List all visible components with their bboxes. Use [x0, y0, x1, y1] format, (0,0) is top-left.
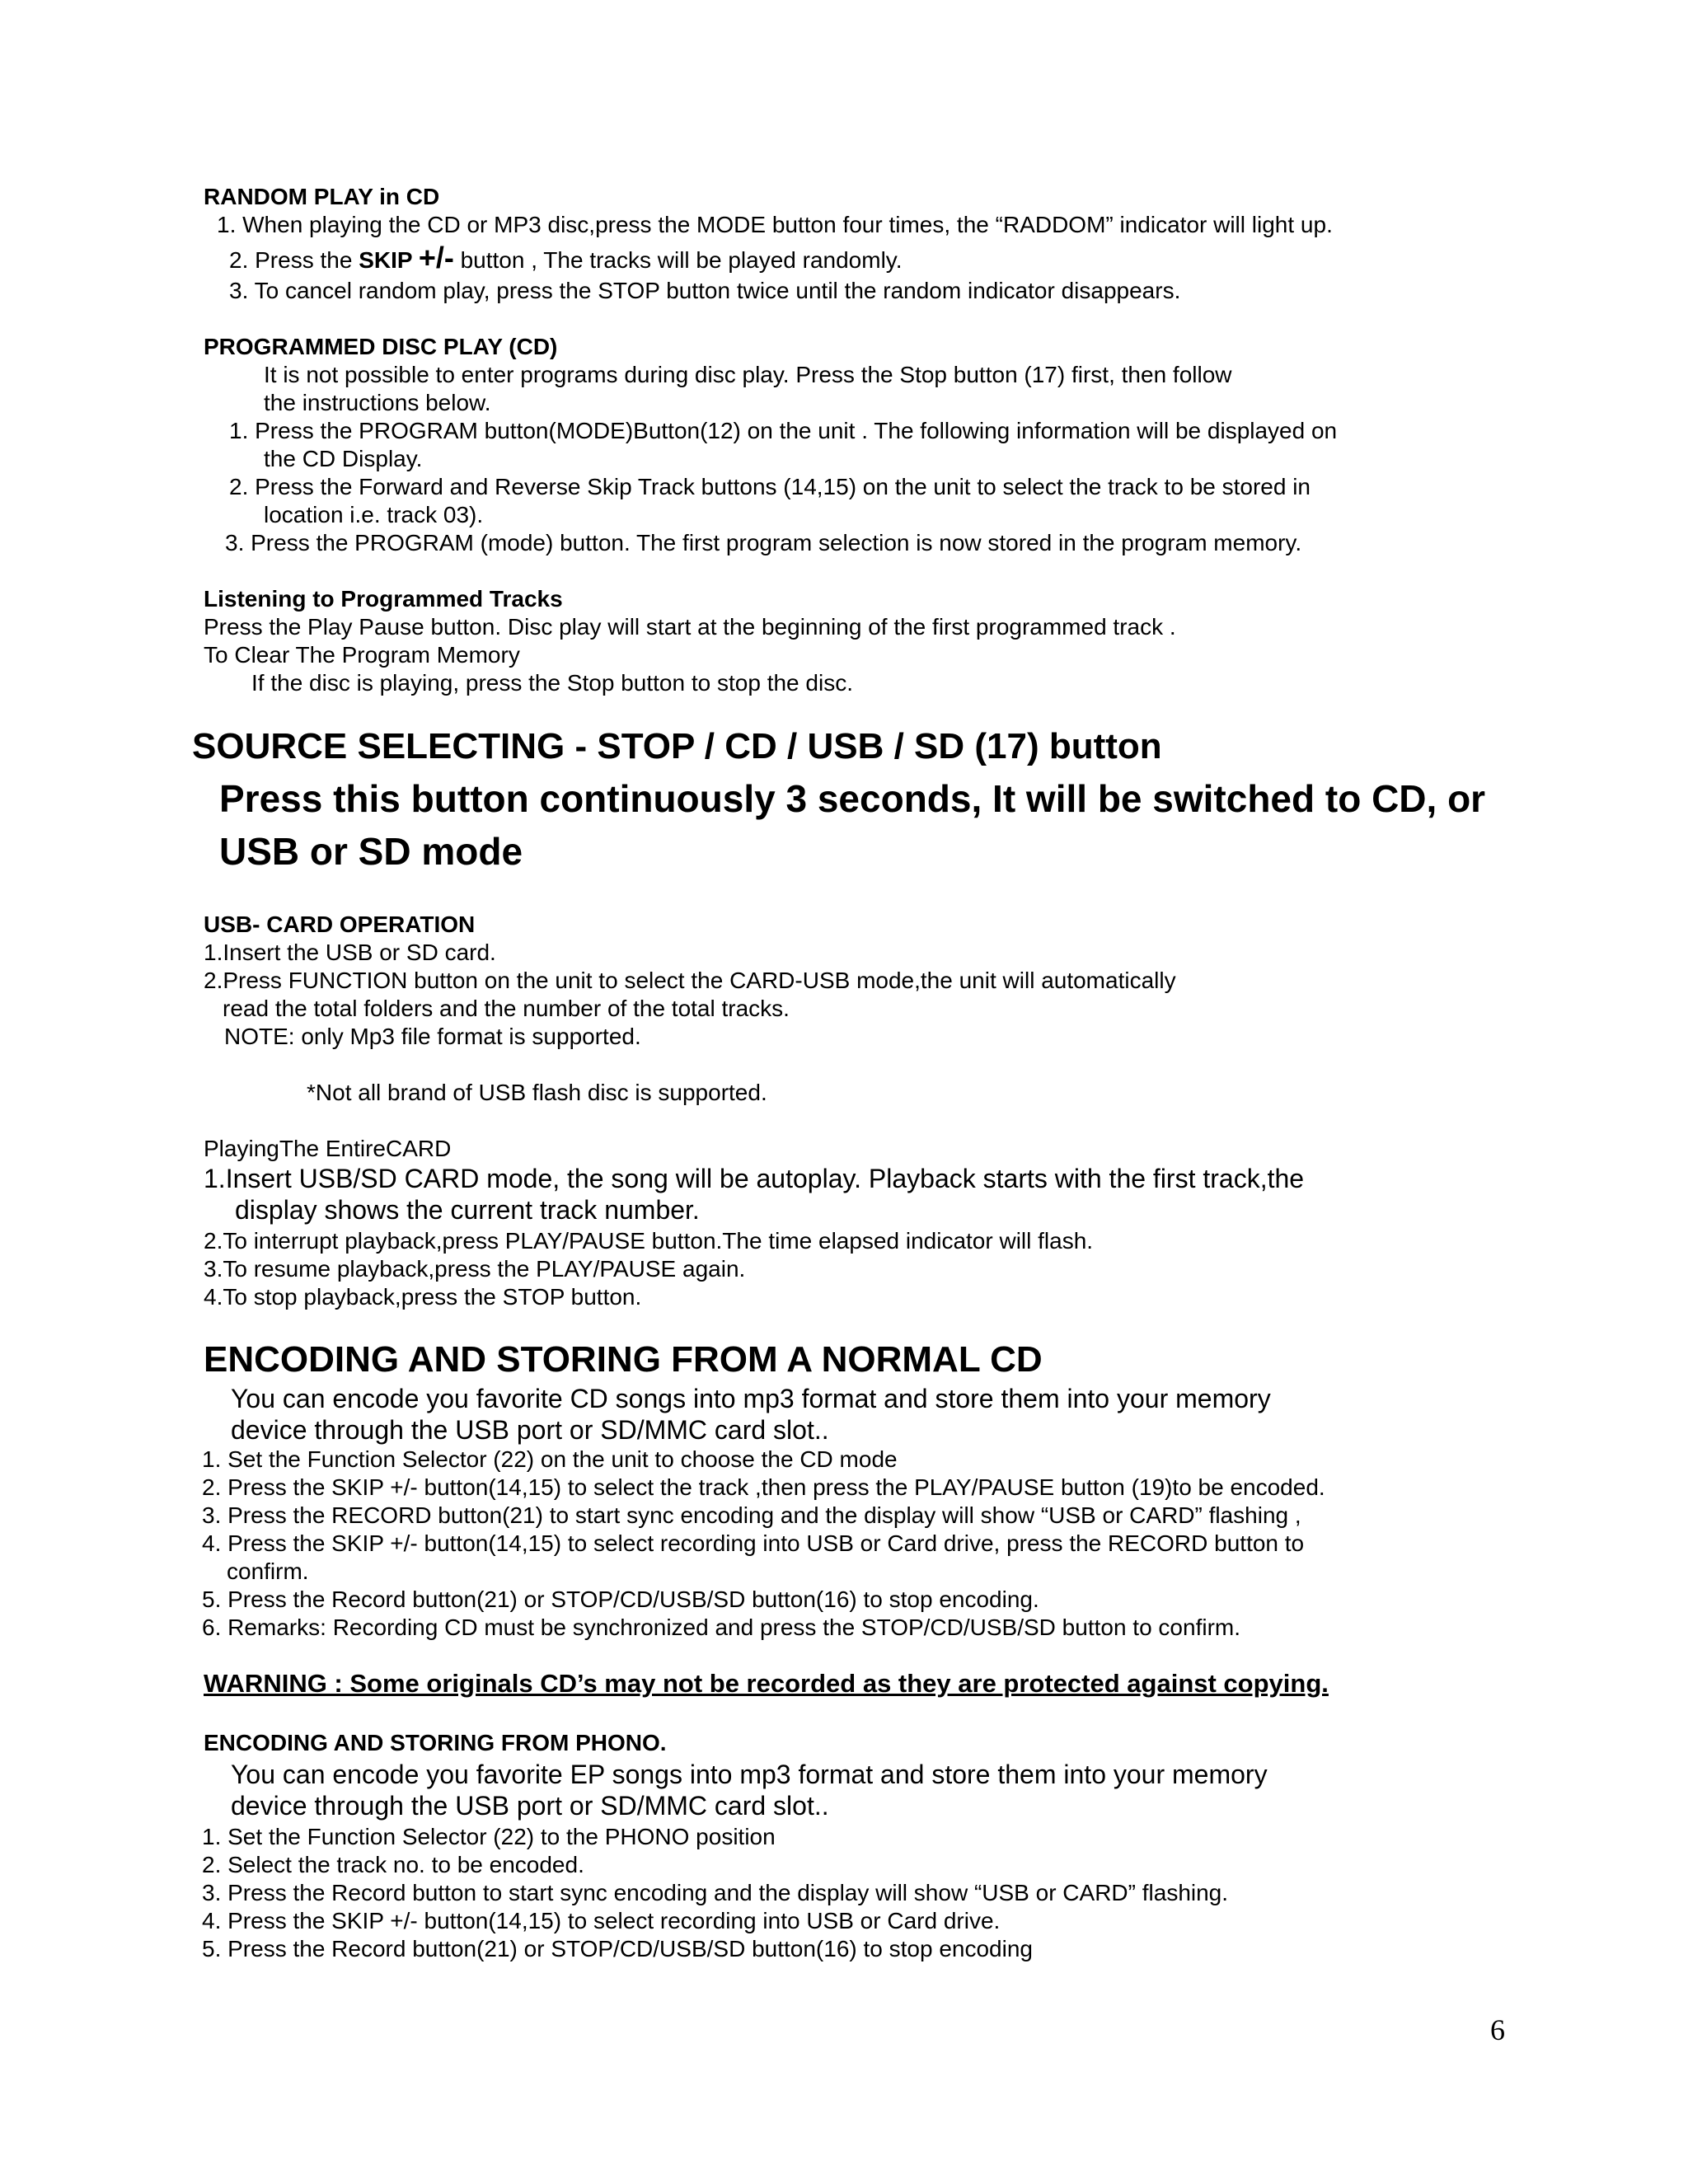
encoding-phono-intro-1: You can encode you favorite EP songs into mp3 format and store them into your memory [231, 1760, 1268, 1789]
encoding-cd-intro-1: You can encode you favorite CD songs into mp3 format and store them into your memory [231, 1384, 1271, 1413]
encoding-cd-item-3: 3. Press the RECORD button(21) to start sync encoding and the display will show “USB or CARD” flashing , [202, 1502, 1301, 1528]
random-play-item-1: 1. When playing the CD or MP3 disc,press the MODE button four times, the “RADDOM” indicator will light up. [217, 212, 1333, 237]
random-play-heading: RANDOM PLAY in CD [204, 184, 440, 209]
source-selecting-heading: SOURCE SELECTING - STOP / CD / USB / SD (17) button [192, 726, 1162, 766]
skip-label: SKIP [359, 247, 419, 273]
source-selecting-line-1: Press this button continuously 3 seconds, It will be switched to CD, or [219, 777, 1486, 820]
programmed-item-2a: 2. Press the Forward and Reverse Skip Track buttons (14,15) on the unit to select the track to be stored in [229, 474, 1311, 499]
random-play-item-3: 3. To cancel random play, press the STOP button twice until the random indicator disappears. [229, 278, 1181, 303]
playing-card-item-1a: 1.Insert USB/SD CARD mode, the song will be autoplay. Playback starts with the first track,the [204, 1164, 1305, 1193]
encoding-phono-item-5: 5. Press the Record button(21) or STOP/CD/USB/SD button(16) to stop encoding [202, 1936, 1033, 1961]
encoding-cd-item-2: 2. Press the SKIP +/- button(14,15) to select the track ,then press the PLAY/PAUSE button (19)to be encoded. [202, 1474, 1325, 1500]
usb-card-heading: USB- CARD OPERATION [204, 912, 476, 937]
plus-minus-label: +/- [418, 241, 454, 274]
playing-card-item-1b: display shows the current track number. [235, 1195, 700, 1225]
listening-line-2: To Clear The Program Memory [204, 642, 520, 668]
usb-card-item-1: 1.Insert the USB or SD card. [204, 940, 496, 965]
encoding-cd-heading: ENCODING AND STORING FROM A NORMAL CD [204, 1339, 1043, 1380]
programmed-item-1a: 1. Press the PROGRAM button(MODE)Button(12) on the unit . The following information will be displayed on [229, 418, 1338, 443]
programmed-item-2b: location i.e. track 03). [264, 502, 484, 527]
usb-card-note: NOTE: only Mp3 file format is supported. [224, 1024, 641, 1049]
encoding-phono-heading: ENCODING AND STORING FROM PHONO. [204, 1730, 667, 1755]
encoding-cd-item-5: 5. Press the Record button(21) or STOP/CD/USB/SD button(16) to stop encoding. [202, 1586, 1039, 1612]
playing-card-item-3: 3.To resume playback,press the PLAY/PAUSE again. [204, 1256, 746, 1282]
random-play-item-2 [229, 241, 903, 274]
encoding-cd-item-1: 1. Set the Function Selector (22) on the unit to choose the CD mode [202, 1446, 898, 1472]
usb-card-item-2b: read the total folders and the number of the total tracks. [223, 996, 790, 1021]
usb-card-item-2a: 2.Press FUNCTION button on the unit to select the CARD-USB mode,the unit will automatically [204, 968, 1176, 993]
copy-protection-warning: WARNING : Some originals CD’s may not be recorded as they are protected against copying. [204, 1669, 1329, 1698]
programmed-intro-line-2: the instructions below. [264, 390, 491, 415]
listening-heading: Listening to Programmed Tracks [204, 586, 563, 612]
random-play-item-2-pre: 2. Press the [229, 247, 359, 273]
encoding-phono-item-1: 1. Set the Function Selector (22) to the PHONO position [202, 1824, 776, 1849]
listening-line-3: If the disc is playing, press the Stop button to stop the disc. [251, 670, 853, 696]
encoding-phono-item-3: 3. Press the Record button to start sync encoding and the display will show “USB or CARD” flashing. [202, 1880, 1229, 1905]
page-number: 6 [1490, 2013, 1505, 2046]
programmed-intro-line-1: It is not possible to enter programs during disc play. Press the Stop button (17) first, then follow [264, 362, 1232, 387]
source-selecting-line-2: USB or SD mode [219, 830, 523, 873]
programmed-play-heading: PROGRAMMED DISC PLAY (CD) [204, 334, 558, 359]
playing-card-item-4: 4.To stop playback,press the STOP button. [204, 1284, 642, 1310]
encoding-cd-item-4b: confirm. [227, 1558, 309, 1584]
listening-line-1: Press the Play Pause button. Disc play will start at the beginning of the first programmed track . [204, 614, 1176, 640]
encoding-cd-item-6: 6. Remarks: Recording CD must be synchronized and press the STOP/CD/USB/SD button to confirm. [202, 1615, 1240, 1640]
encoding-phono-intro-2: device through the USB port or SD/MMC card slot.. [231, 1791, 829, 1821]
random-play-item-2-post: button , The tracks will be played randomly. [453, 247, 903, 273]
encoding-phono-item-2: 2. Select the track no. to be encoded. [202, 1852, 584, 1877]
encoding-cd-intro-2: device through the USB port or SD/MMC card slot.. [231, 1415, 829, 1445]
programmed-item-3: 3. Press the PROGRAM (mode) button. The first program selection is now stored in the program memory. [225, 530, 1302, 555]
playing-card-item-2: 2.To interrupt playback,press PLAY/PAUSE button.The time elapsed indicator will flash. [204, 1228, 1094, 1254]
programmed-item-1b: the CD Display. [264, 446, 423, 471]
encoding-cd-item-4a: 4. Press the SKIP +/- button(14,15) to select recording into USB or Card drive, press the RECORD button to [202, 1530, 1305, 1556]
encoding-phono-item-4: 4. Press the SKIP +/- button(14,15) to select recording into USB or Card drive. [202, 1908, 1001, 1933]
usb-card-footnote: *Not all brand of USB flash disc is supported. [307, 1080, 767, 1105]
playing-card-heading: PlayingThe EntireCARD [204, 1136, 452, 1161]
